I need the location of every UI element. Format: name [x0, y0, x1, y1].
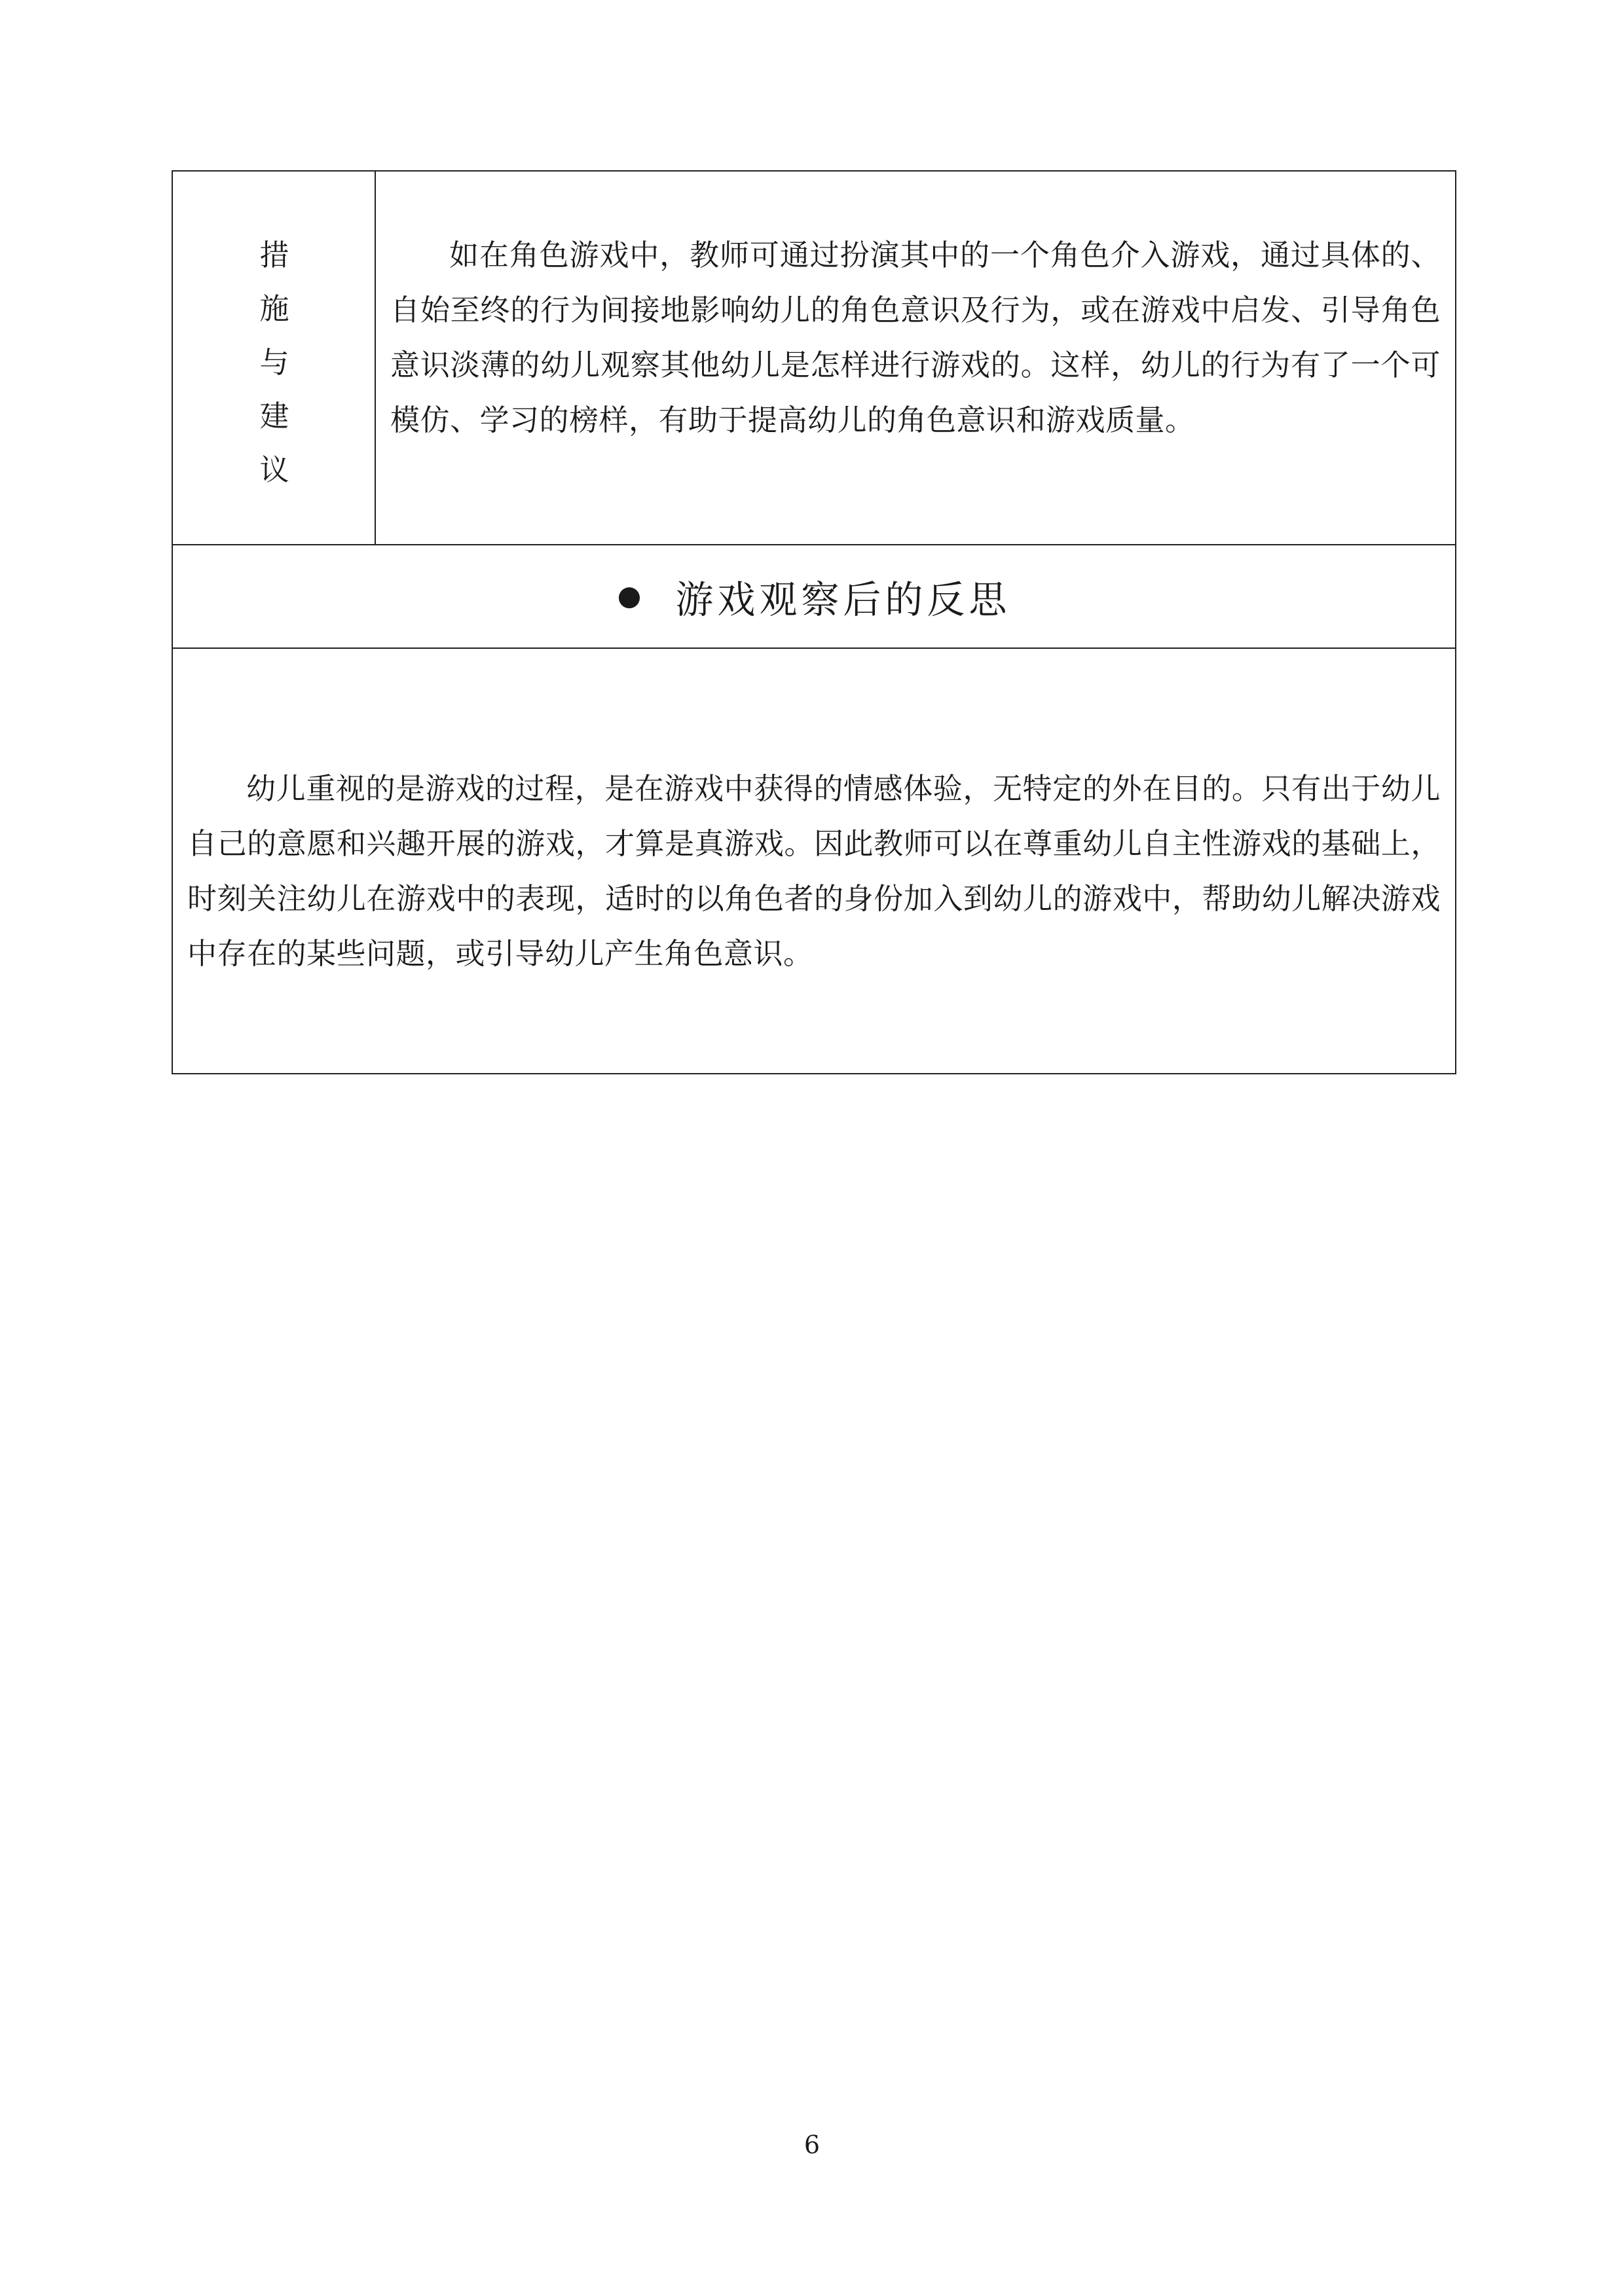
reflection-heading: 游戏观察后的反思	[675, 577, 1011, 622]
reflection-paragraph: 幼儿重视的是游戏的过程，是在游戏中获得的情感体验，无特定的外在目的。只有出于幼儿自己的意愿和兴趣开展的游戏，才算是真游戏。因此教师可以在尊重幼儿自主性游戏的基础上，时刻关注幼儿在游戏中的表现，适时的以角色者的身份加入到幼儿的游戏中，帮助幼儿解决游戏中存在的某些问题，或引导幼儿产生角色意识。	[187, 771, 1441, 971]
measures-label-char: 施	[259, 291, 289, 326]
measures-label-char: 建	[259, 399, 289, 433]
measures-row	[173, 172, 1455, 545]
measures-content-cell	[376, 172, 1455, 544]
measures-label-char: 措	[259, 238, 289, 272]
measures-label-char: 议	[259, 452, 289, 487]
measures-paragraph: 如在角色游戏中，教师可通过扮演其中的一个角色介入游戏，通过具体的、自始至终的行为间接地影响幼儿的角色意识及行为，或在游戏中启发、引导角色意识淡薄的幼儿观察其他幼儿是怎样进行游戏的。这样，幼儿的行为有了一个可模仿、学习的榜样，有助于提高幼儿的角色意识和游戏质量。	[390, 238, 1441, 437]
measures-label-char: 与	[259, 345, 289, 380]
bullet-icon: ●	[617, 579, 642, 611]
reflection-heading-row	[173, 545, 1455, 649]
measures-label-cell	[173, 172, 376, 544]
observation-table	[172, 170, 1456, 1074]
reflection-row	[173, 649, 1455, 1073]
page-number: 6	[803, 2130, 821, 2159]
